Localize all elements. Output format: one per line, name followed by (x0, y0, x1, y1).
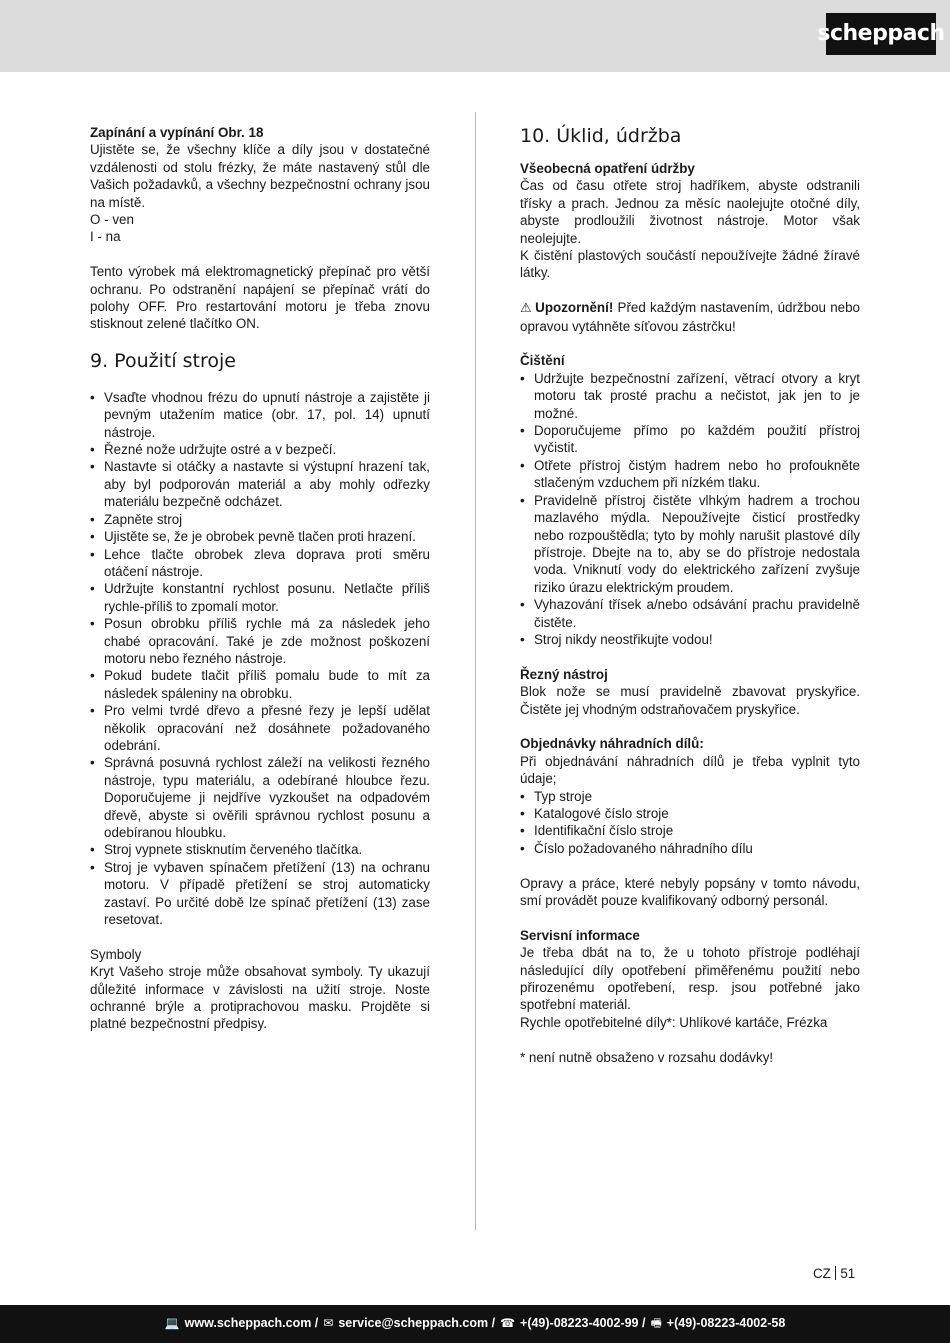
fax-icon: 🖷 (650, 1316, 662, 1331)
list-item: • Typ stroje (520, 788, 860, 805)
list-item: • Nastavte si otáčky a nastavte si výstupní hrazení tak, aby byl podporován materiál a aby mohly odřezky materiálu bezpečně odcházet. (90, 458, 430, 510)
list-item: • Doporučujeme přímo po každém použití přístroj vyčistit. (520, 422, 860, 457)
service-text: Je třeba dbát na to, že u tohoto přístroje podléhají následující díly opotřebení přiměřenému použití nebo přirozenému opotřebení, resp. jsou potřebné jako spotřební materiál. (520, 945, 860, 1013)
list-item: • Lehce tlačte obrobek zleva doprava proti směru otáčení nástroje. (90, 546, 430, 581)
section-9-title: 9. Použití stroje (90, 349, 236, 372)
repair-text: Opravy a práce, které nebyly popsány v tomto návodu, smí provádět pouze kvalifikovaný odborný personál. (520, 875, 860, 908)
symbols-heading: Symboly (90, 946, 142, 962)
switch-heading: Zapínání a vypínání Obr. 18 (90, 125, 264, 140)
list-item: • Pokud budete tlačit příliš pomalu bude to mít za následek spáleniny na obrobku. (90, 667, 430, 702)
switch-text-2: Tento výrobek má elektromagnetický přepínač pro větší ochranu. Po odstranění napájení se přepínač vrátí do polohy OFF. Pro restartování motoru je třeba znovu stisknout zelené tlačítko ON. (90, 264, 430, 332)
list-item: • Stroj nikdy neostřikujte vodou! (520, 631, 860, 648)
page-separator (835, 1266, 837, 1280)
section-10-title: 10. Úklid, údržba (520, 125, 682, 147)
blade-heading: Řezný nástroj (520, 666, 608, 682)
list-item: • Zapněte stroj (90, 511, 430, 528)
parts-text: Při objednávání náhradních dílů je třeba vyplnit tyto údaje; (520, 753, 860, 787)
list-item: • Pravidelně přístroj čistěte vlhkým hadrem a trochou mazlavého mýdla. Nepoužívejte čisticí prostředky nebo rozpouštědla; tyto by mohly narušit plastové díly přístroje. Dbejte na to, aby se do přístroje nedostala voda. Vniknutí vody do elektrického zařízení zvyšuje riziko úrazu elektrickým proudem. (520, 492, 860, 596)
computer-icon: 💻 (164, 1316, 180, 1331)
parts-heading: Objednávky náhradních dílů: (520, 736, 704, 752)
parts-list (520, 788, 860, 858)
language-code: CZ (813, 1266, 831, 1281)
warning-label: Upozornění! (535, 300, 614, 316)
service-text-2: Rychle opotřebitelné díly*: Uhlíkové kartáče, Frézka (520, 1014, 828, 1030)
symbols-text: Kryt Vašeho stroje může obsahovat symboly. Ty ukazují důležité informace v závislosti na užití stroje. Noste ochranné brýle a protiprachovou masku. Projděte si platné bezpečnostní předpisy. (90, 964, 430, 1032)
warning-text: Před každým nastavením, údržbou nebo opravou vytáhněte síťovou zástrčku! (520, 300, 860, 334)
blade-text: Blok nože se musí pravidelně zbavovat pryskyřice. Čistěte jej vhodným odstraňovačem pryskyřice. (520, 684, 860, 717)
list-item: • Správná posuvná rychlost záleží na velikosti řezného nástroje, typu materiálu, a odebírané hloubce řezu. Doporučujeme ji nejdříve vyzkoušet na odpadovém dřevě, abyste si ověřili správnou rychlost posunu a odebíranou hloubku. (90, 754, 430, 841)
list-item: • Vsaďte vhodnou frézu do upnutí nástroje a zajistěte ji pevným utažením matice (obr. 17, pol. 14) upnutí nástroje. (90, 389, 430, 441)
footer-phone: +(49)-08223-4002-99 / (520, 1316, 646, 1331)
email-icon: ✉ (323, 1316, 334, 1331)
column-divider (475, 112, 476, 1230)
left-column (90, 124, 430, 1033)
page-number (813, 1265, 855, 1282)
list-item: • Stroj vypnete stisknutím červeného tlačítka. (90, 841, 430, 858)
list-item: • Ujistěte se, že je obrobek pevně tlačen proti hrazení. (90, 528, 430, 545)
switch-text: Ujistěte se, že všechny klíče a díly jsou v dostatečné vzdálenosti od stolu frézky, že máte nastavený stůl dle Vašich požadavků, a všechny bezpečnostní ochrany jsou na místě. (90, 142, 430, 210)
list-item: • Číslo požadovaného náhradního dílu (520, 840, 860, 857)
service-heading: Servisní informace (520, 927, 640, 943)
page-number-value: 51 (840, 1266, 856, 1281)
contact-footer (0, 1305, 950, 1343)
list-item: • Otřete přístroj čistým hadrem nebo ho profoukněte stlačeným vzduchem při nízkém tlaku. (520, 457, 860, 492)
footer-web[interactable]: www.scheppach.com / (184, 1316, 319, 1331)
general-text: Čas od času otřete stroj hadříkem, abyste odstranili třísky a prach. Jednou za měsíc naolejujte otočné díly, abyste prodloužili životnost nástroje. Motor však neolejujte. (520, 178, 860, 246)
cleaning-heading: Čištění (520, 353, 565, 369)
list-item: • Identifikační číslo stroje (520, 822, 860, 839)
cleaning-list (520, 370, 860, 649)
footer-email[interactable]: service@scheppach.com / (338, 1316, 496, 1331)
list-item: • Vyhazování třísek a/nebo odsávání prachu pravidelně čistěte. (520, 596, 860, 631)
page-header (0, 0, 950, 72)
scheppach-logo: scheppach (826, 13, 936, 55)
list-item: • Katalogové číslo stroje (520, 805, 860, 822)
list-item: • Pro velmi tvrdé dřevo a přesné řezy je lepší udělat několik opracování než dosáhnete požadovaného odebrání. (90, 702, 430, 754)
general-text-2: K čistění plastových součástí nepoužívejte žádné žíravé látky. (520, 248, 860, 281)
on-label: I - na (90, 229, 121, 245)
warning-triangle-icon: ⚠ (520, 301, 533, 317)
phone-icon: ☎ (500, 1316, 516, 1331)
off-label: O - ven (90, 212, 134, 228)
right-column (520, 124, 860, 1066)
list-item: • Udržujte bezpečnostní zařízení, větrací otvory a kryt motoru tak prosté prachu a nečistot, jak jen to je možné. (520, 370, 860, 422)
footer-fax: +(49)-08223-4002-58 (666, 1316, 786, 1331)
footnote: * není nutně obsaženo v rozsahu dodávky! (520, 1049, 774, 1065)
list-item: • Stroj je vybaven spínačem přetížení (13) na ochranu motoru. V případě přetížení se stroj automaticky zastaví. Po určité době lze spínač přetížení (13) zase resetovat. (90, 859, 430, 929)
general-heading: Všeobecná opatření údržby (520, 161, 695, 176)
use-list (90, 389, 430, 929)
warning-paragraph (520, 299, 860, 335)
list-item: • Posun obrobku příliš rychle má za následek jeho chabé opracování. Také je zde možnost poškození motoru nebo řezného nástroje. (90, 615, 430, 667)
list-item: • Řezné nože udržujte ostré a v bezpečí. (90, 441, 430, 458)
list-item: • Udržujte konstantní rychlost posunu. Netlačte příliš rychle-příliš to zpomalí motor. (90, 580, 430, 615)
